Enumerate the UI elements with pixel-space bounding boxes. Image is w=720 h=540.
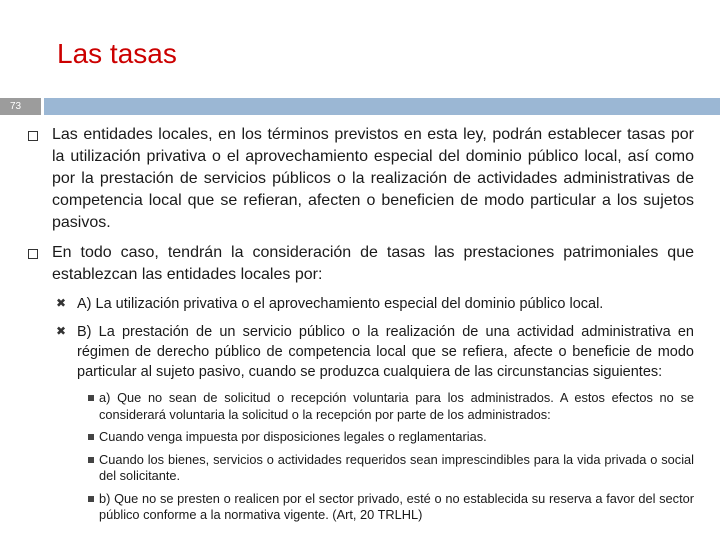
detail-bullet-item (88, 390, 694, 423)
detail-bullet-item (88, 452, 694, 485)
sub-bullet-item (56, 294, 694, 314)
square-bullet-icon (28, 249, 38, 259)
filled-square-bullet-icon (88, 395, 94, 401)
cross-bullet-icon: ✖ (56, 324, 67, 338)
cross-bullet-icon: ✖ (56, 296, 67, 310)
header-accent-bar (44, 98, 720, 115)
bullet-item (28, 124, 694, 234)
bullet-text: En todo caso, tendrán la consideración de tasas las prestaciones patrimoniales que establezcan las entidades locales por: (52, 244, 694, 283)
detail-bullet-text: Cuando los bienes, servicios o actividades requeridos sean imprescindibles para la vida privada o social del solicitante. (99, 451, 694, 483)
sub-bullet-text: A) La utilización privativa o el aprovechamiento especial del dominio público local. (77, 296, 604, 312)
detail-bullet-text: a) Que no sean de solicitud o recepción voluntaria para los administrados. A estos efectos no se considerará voluntaria la solicitud o la recepción por parte de los administrados: (99, 390, 694, 422)
page-number: 73 (0, 98, 41, 115)
sub-bullet-text: B) La prestación de un servicio público o la realización de una actividad administrativa en régimen de derecho público de competencia local que se refiera, afecte o beneficie de modo particular al sujeto pasivo, cuando se produzca cualquiera de las circunstancias siguientes: (77, 324, 694, 380)
bullet-item (28, 242, 694, 286)
slide-title: Las tasas (57, 38, 177, 69)
filled-square-bullet-icon (88, 496, 94, 502)
filled-square-bullet-icon (88, 434, 94, 440)
slide-content (28, 124, 694, 530)
square-bullet-icon (28, 131, 38, 141)
filled-square-bullet-icon (88, 457, 94, 463)
detail-bullet-item (88, 491, 694, 524)
detail-bullet-text: b) Que no se presten o realicen por el sector privado, esté o no establecida su reserva a favor del sector público conforme a la normativa vigente. (Art, 20 TRLHL) (99, 490, 694, 522)
bullet-text: Las entidades locales, en los términos previstos en esta ley, podrán establecer tasas por la utilización privativa o el aprovechamiento especial del dominio público local, así como por la prestación de servicios públicos o la realización de actividades administrativas de competencia local que se refieran, afecten o beneficien de modo particular a los sujetos pasivos. (52, 126, 694, 231)
detail-bullet-item (88, 429, 694, 446)
sub-bullet-item (56, 322, 694, 382)
page-header-bar (0, 98, 720, 115)
detail-bullet-text: Cuando venga impuesta por disposiciones legales o reglamentarias. (99, 429, 487, 444)
